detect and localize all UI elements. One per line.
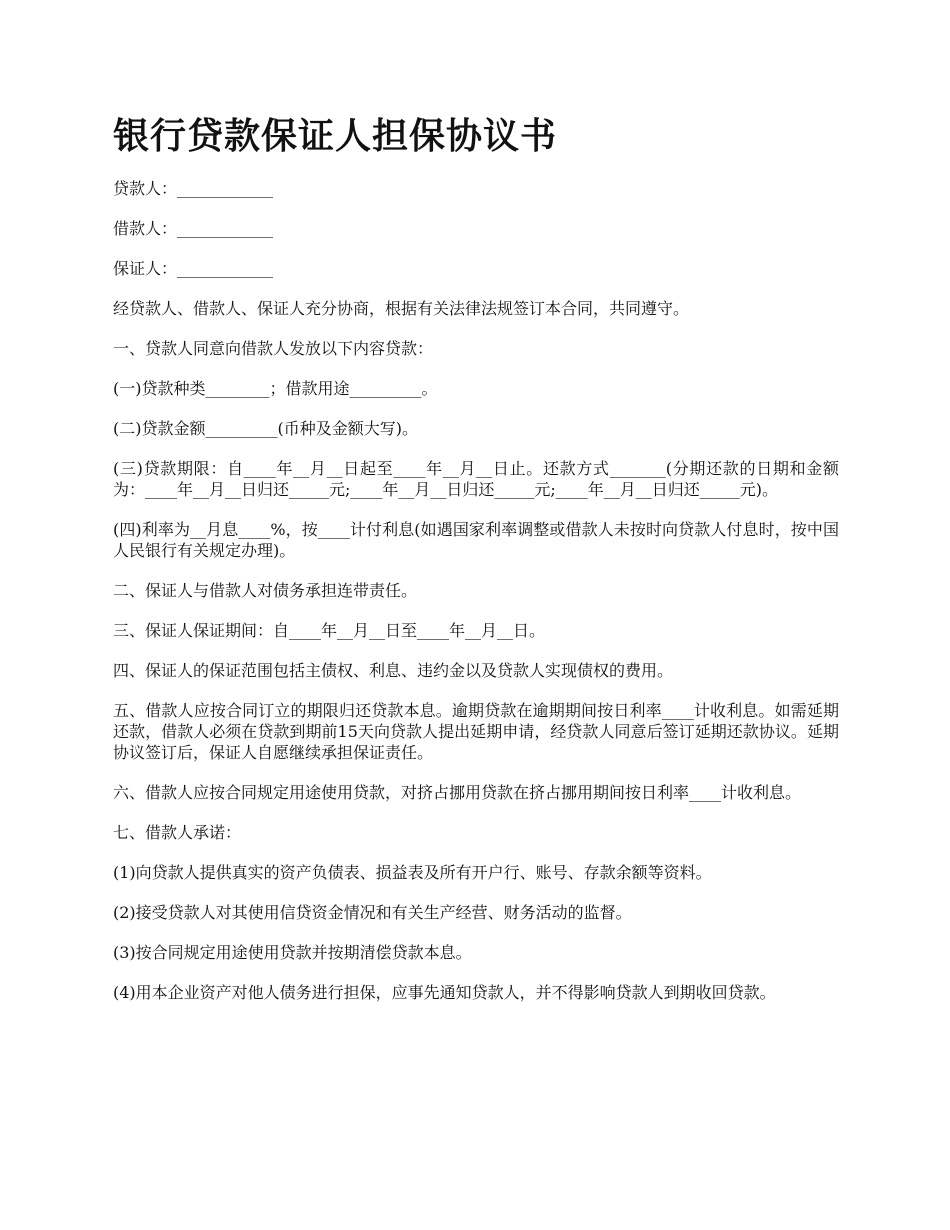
clause-6-paragraph: 六、借款人应按合同规定用途使用贷款，对挤占挪用贷款在挤占挪用期间按日利率____计收利息。 [113,783,802,802]
clause-1-item-2: (二)贷款金额_________(币种及金额大写)。 [113,419,418,438]
clause-7-item-3: (3)按合同规定用途使用贷款并按期清偿贷款本息。 [113,943,472,962]
clause-1-item-3: (三)贷款期限：自____年__月__日起至____年__月__日止。还款方式_______(分期还款的日期和金额为：____年__月__日归还_____元;____年__月__日归还_____元;____年__月__日归还_____元)。 [113,459,839,499]
clause-2-paragraph: 二、保证人与借款人对债务承担连带责任。 [113,581,418,600]
clause-1-heading: 一、贷款人同意向借款人发放以下内容贷款： [113,339,434,358]
clause-4-paragraph: 四、保证人的保证范围包括主债权、利息、违约金以及贷款人实现债权的费用。 [113,661,674,680]
clause-7-item-4: (4)用本企业资产对他人债务进行担保，应事先通知贷款人，并不得影响贷款人到期收回贷款。 [113,983,776,1002]
clause-7-item-2: (2)接受贷款人对其使用信贷资金情况和有关生产经营、财务活动的监督。 [113,903,632,922]
preamble-paragraph: 经贷款人、借款人、保证人充分协商，根据有关法律法规签订本合同，共同遵守。 [113,299,690,318]
lender-line: 贷款人：____________ [113,179,274,198]
document-title: 银行贷款保证人担保协议书 [113,115,558,157]
clause-7-heading: 七、借款人承诺： [113,823,242,842]
clause-7-item-1: (1)向贷款人提供真实的资产负债表、损益表及所有开户行、账号、存款余额等资料。 [113,863,712,882]
borrower-line: 借款人：____________ [113,219,274,238]
clause-1-item-1: (一)贷款种类________；借款用途_________。 [113,379,438,398]
guarantor-line: 保证人：____________ [113,259,274,278]
clause-1-item-4: (四)利率为__月息____%，按____计付利息(如遇国家利率调整或借款人未按时向贷款人付息时，按中国人民银行有关规定办理)。 [113,520,839,560]
clause-5-paragraph: 五、借款人应按合同订立的期限归还贷款本息。逾期贷款在逾期期间按日利率____计收利息。如需延期还款，借款人必须在贷款到期前15天向贷款人提出延期申请，经贷款人同意后签订延期还款协议。延期协议签订后，保证人自愿继续承担保证责任。 [113,701,839,762]
clause-3-paragraph: 三、保证人保证期间：自____年__月__日至____年__月__日。 [113,621,546,640]
document-page [113,110,839,1022]
